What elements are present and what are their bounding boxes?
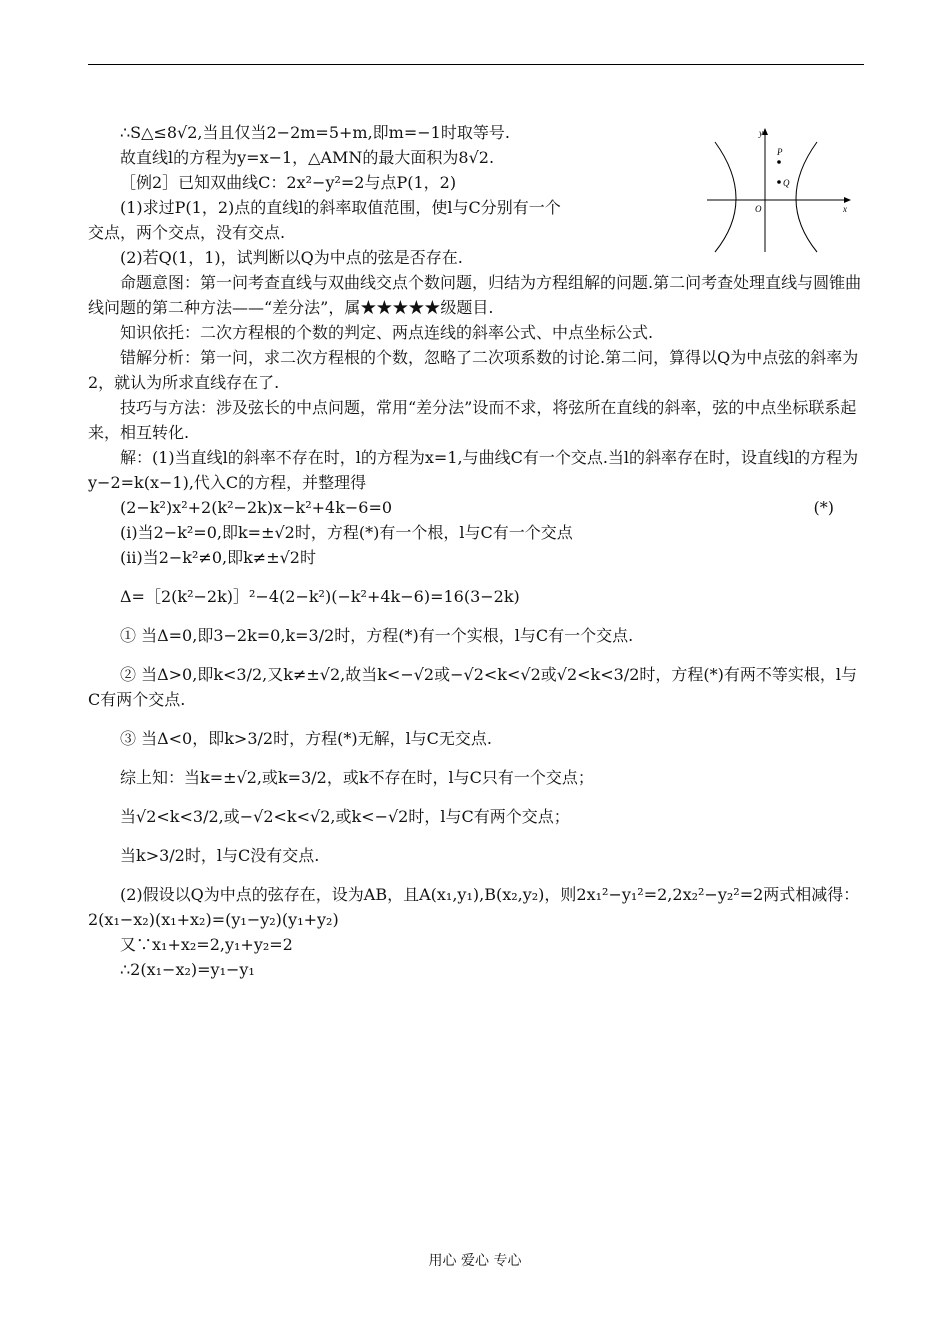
example-2-title: ［例2］已知双曲线C：2x²−y²=2与点P(1，2) xyxy=(120,173,457,192)
page-footer: 用心 爱心 专心 xyxy=(428,1253,522,1269)
technique: 技巧与方法：涉及弦长的中点问题，常用“差分法”设而不求，将弦所在直线的斜率，弦的中点坐标联系起来，相互转化. xyxy=(88,398,857,442)
question-2: (2)若Q(1，1)，试判断以Q为中点的弦是否存在. xyxy=(120,248,463,267)
equation: (2−k²)x²+2(k²−2k)x−k²+4k−6=0 xyxy=(120,498,393,517)
intent: 命题意图：第一问考查直线与双曲线交点个数问题，归结为方程组解的问题.第二问考查处理直线与圆锥曲线问题的第二种方法——“差分法”，属★★★★★级题目. xyxy=(88,273,862,317)
question-1-cont: 交点，两个交点，没有交点. xyxy=(88,223,286,242)
midpoint-sums: 又∵x₁+x₂=2,y₁+y₂=2 xyxy=(120,935,293,954)
document-body xyxy=(88,120,864,982)
delta-zero: ① 当Δ=0,即3−2k=0,k=3/2时，方程(*)有一个实根，l与C有一个交点. xyxy=(120,626,634,645)
solution-intro: 解：(1)当直线l的斜率不存在时，l的方程为x=1,与曲线C有一个交点.当l的斜率存在时，设直线l的方程为y−2=k(x−1),代入C的方程，并整理得 xyxy=(88,448,859,492)
question-1: (1)求过P(1，2)点的直线l的斜率取值范围，使l与C分别有一个 xyxy=(120,198,561,217)
delta-negative: ③ 当Δ<0，即k>3/2时，方程(*)无解，l与C无交点. xyxy=(120,729,493,748)
delta-positive: ② 当Δ>0,即k<3/2,又k≠±√2,故当k<−√2或−√2<k<√2或√2<k<3/2时，方程(*)有两不等实根，l与C有两个交点. xyxy=(88,665,858,709)
conclusion: ∴2(x₁−x₂)=y₁−y₁ xyxy=(120,960,255,979)
origin-label: O xyxy=(755,204,762,214)
case-i: (ⅰ)当2−k²=0,即k=±√2时，方程(*)有一个根，l与C有一个交点 xyxy=(120,523,573,542)
line-2: 故直线l的方程为y=x−1，△AMN的最大面积为8√2. xyxy=(120,148,495,167)
line-1: ∴S△≤8√2,当且仅当2−2m=5+m,即m=−1时取等号. xyxy=(120,123,510,142)
summary-3: 当k>3/2时，l与C没有交点. xyxy=(120,846,320,865)
y-axis-label: y xyxy=(759,128,763,138)
summary-2: 当√2<k<3/2,或−√2<k<√2,或k<−√2时，l与C有两个交点； xyxy=(120,807,570,826)
header-rule xyxy=(88,64,864,65)
equation-star xyxy=(88,495,864,520)
summary-1: 综上知：当k=±√2,或k=3/2，或k不存在时，l与C只有一个交点； xyxy=(120,768,594,787)
p-label: P xyxy=(777,147,783,157)
q-label: Q xyxy=(783,178,790,188)
discriminant: Δ=［2(k²−2k)］²−4(2−k²)(−k²+4k−6)=16(3−2k) xyxy=(120,587,520,606)
equation-tag: (*) xyxy=(813,498,834,517)
knowledge: 知识依托：二次方程根的个数的判定、两点连线的斜率公式、中点坐标公式. xyxy=(120,323,654,342)
x-axis-label: x xyxy=(843,204,847,214)
part-2: (2)假设以Q为中点的弦存在，设为AB，且A(x₁,y₁),B(x₂,y₂)，则2x₁²−y₁²=2,2x₂²−y₂²=2两式相减得：2(x₁−x₂)(x₁+x₂)=(y₁−y₂)(y₁+y₂) xyxy=(88,885,860,929)
case-ii: (ⅱ)当2−k²≠0,即k≠±√2时 xyxy=(120,548,316,567)
error-analysis: 错解分析：第一问，求二次方程根的个数，忽略了二次项系数的讨论.第二问，算得以Q为中点弦的斜率为2，就认为所求直线存在了. xyxy=(88,348,859,392)
